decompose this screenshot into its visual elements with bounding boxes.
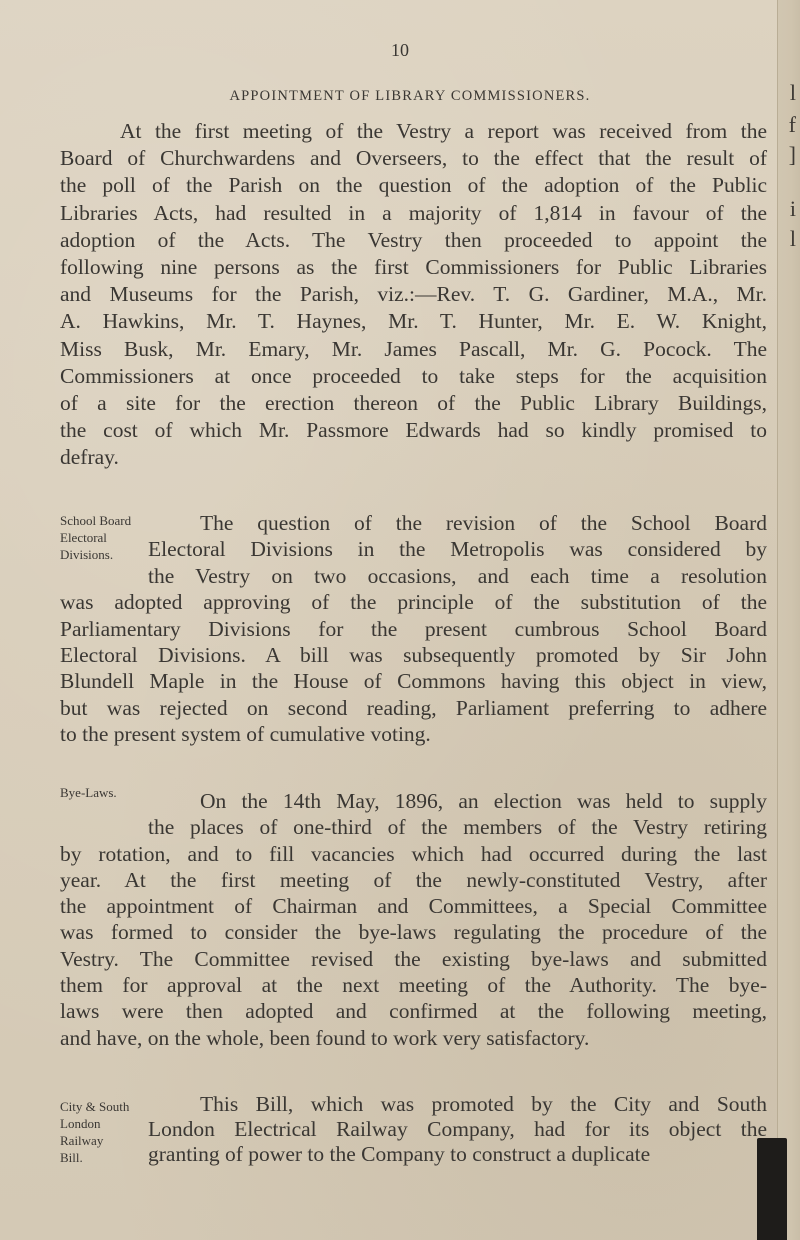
edge-glyph: i — [789, 196, 796, 221]
text-line: Electoral Divisions. A bill was subsequently promoted by Sir John — [60, 643, 767, 668]
margin-note-line: Bill. — [60, 1150, 83, 1165]
text-line: Libraries Acts, had resulted in a majority of 1,814 in favour of the — [60, 200, 767, 225]
text-line: Board of Churchwardens and Overseers, to the effect that the result of — [60, 146, 767, 171]
text-line: the places of one-third of the members of the Vestry retiring — [148, 815, 767, 840]
text-line: The question of the revision of the School Board — [200, 511, 767, 535]
paragraph-bye-laws — [60, 788, 767, 1051]
paragraph-library-commissioners — [60, 118, 767, 472]
text-line: laws were then adopted and confirmed at the following meeting, — [60, 999, 767, 1024]
text-line: of a site for the erection thereon of the Public Library Buildings, — [60, 391, 767, 416]
section-heading: APPOINTMENT OF LIBRARY COMMISSIONERS. — [229, 88, 591, 104]
text-line: adoption of the Acts. The Vestry then proceeded to appoint the — [60, 227, 767, 252]
text-line: defray. — [60, 445, 119, 470]
paragraph-railway-bill — [60, 1092, 767, 1167]
edge-glyph: l — [789, 80, 796, 105]
text-line: On the 14th May, 1896, an election was held to supply — [200, 789, 767, 813]
page-number: 10 — [391, 40, 409, 60]
margin-note-line: Divisions. — [60, 547, 114, 562]
text-line: A. Hawkins, Mr. T. Haynes, Mr. T. Hunter, Mr. E. W. Knight, — [60, 309, 767, 334]
margin-note-line: School Board — [60, 513, 132, 528]
margin-note-line: London — [60, 1116, 101, 1131]
text-line: the poll of the Parish on the question of the adoption of the Public — [60, 173, 767, 198]
text-line: them for approval at the next meeting of the Authority. The bye- — [60, 973, 767, 998]
edge-glyph: ] — [788, 142, 796, 167]
text-line: but was rejected on second reading, Parliament preferring to adhere — [60, 695, 767, 720]
text-line: London Electrical Railway Company, had for its object the — [148, 1117, 767, 1141]
margin-note-line: Bye-Laws. — [60, 785, 117, 800]
text-line: year. At the first meeting of the newly-constituted Vestry, after — [60, 867, 767, 892]
text-line: following nine persons as the first Commissioners for Public Libraries — [60, 255, 767, 280]
text-line: Commissioners at once proceeded to take steps for the acquisition — [60, 363, 767, 388]
text-line: was adopted approving of the principle of the substitution of the — [60, 590, 767, 615]
adjacent-page-edge — [777, 0, 800, 1240]
text-line: the cost of which Mr. Passmore Edwards had so kindly promised to — [60, 418, 767, 443]
margin-note-line: City & South — [60, 1099, 130, 1114]
text-line: At the first meeting of the Vestry a report was received from the — [120, 119, 767, 143]
text-line: Electoral Divisions in the Metropolis was considered by — [148, 537, 767, 562]
edge-glyph: l — [789, 226, 796, 251]
text-line: and Museums for the Parish, viz.:—Rev. T. G. Gardiner, M.A., Mr. — [60, 282, 767, 307]
text-line: to the present system of cumulative voting. — [60, 722, 431, 747]
text-line: Vestry. The Committee revised the existing bye-laws and submitted — [60, 946, 767, 971]
text-line: and have, on the whole, been found to work very satisfactory. — [60, 1025, 590, 1050]
text-line: the appointment of Chairman and Committees, a Special Committee — [60, 894, 767, 919]
text-line: This Bill, which was promoted by the City and South — [200, 1092, 767, 1116]
margin-note-line: Electoral — [60, 530, 107, 545]
text-line: Miss Busk, Mr. Emary, Mr. James Pascall, Mr. G. Pocock. The — [60, 336, 767, 361]
text-line: the Vestry on two occasions, and each time a resolution — [148, 563, 767, 588]
margin-note-line: Railway — [60, 1133, 104, 1148]
text-line: was formed to consider the bye-laws regulating the procedure of the — [60, 920, 767, 945]
text-line: by rotation, and to fill vacancies which had occurred during the last — [60, 841, 767, 866]
text-line: Blundell Maple in the House of Commons having this object in view, — [60, 669, 767, 694]
text-line: granting of power to the Company to construct a duplicate — [148, 1142, 651, 1166]
text-line: Parliamentary Divisions for the present cumbrous School Board — [60, 616, 767, 641]
edge-glyph: f — [788, 112, 796, 137]
paragraph-school-board — [60, 510, 767, 748]
